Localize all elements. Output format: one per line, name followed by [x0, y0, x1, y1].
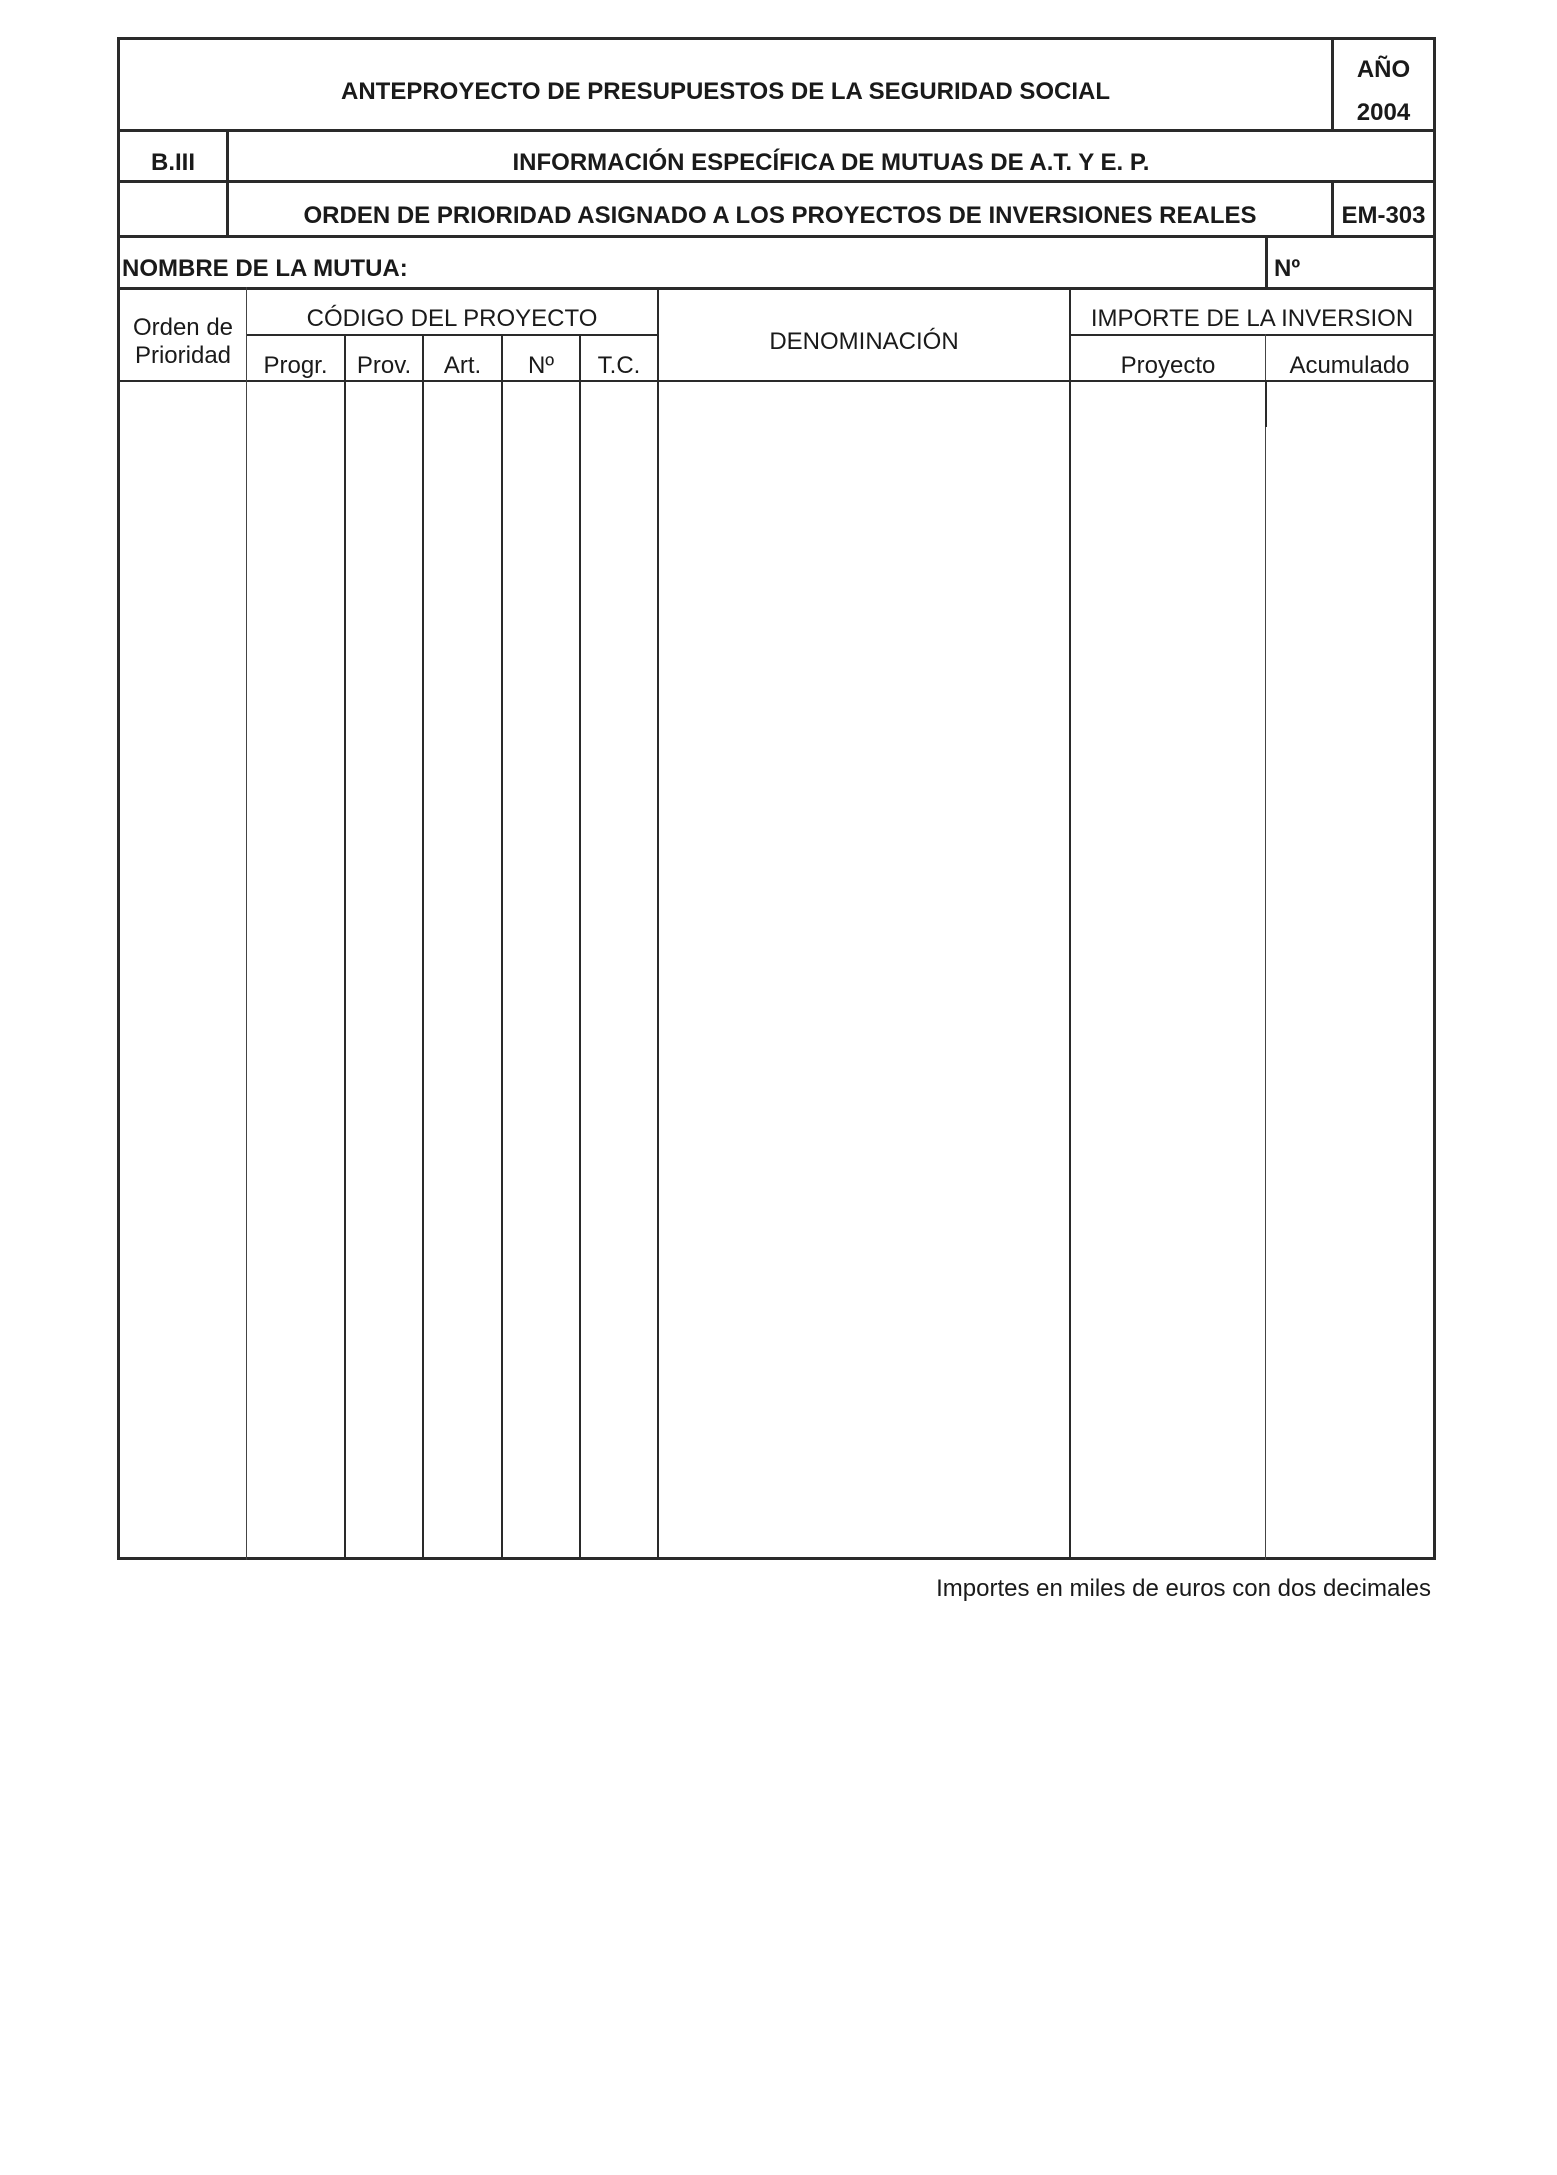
- amount-group-header: IMPORTE DE LA INVERSION: [1090, 305, 1414, 333]
- divider-code-group: [246, 334, 657, 336]
- code-col-progr: Progr.: [263, 352, 328, 380]
- divider-section: [117, 180, 1436, 183]
- priority-header: [120, 310, 246, 374]
- year-value: 2004: [1356, 99, 1411, 127]
- amount-col-acumulado: Acumulado: [1289, 352, 1410, 380]
- divider-mutua-number: [1265, 235, 1268, 290]
- document-title: ANTEPROYECTO DE PRESUPUESTOS DE LA SEGURIDAD SOCIAL: [341, 78, 1110, 106]
- code-col-tc: T.C.: [597, 352, 641, 380]
- divider-amount-group: [1069, 334, 1436, 336]
- year-label: AÑO: [1356, 56, 1411, 84]
- divider-mutua: [117, 287, 1436, 290]
- form-code: EM-303: [1341, 202, 1426, 230]
- denomination-header: DENOMINACIÓN: [769, 328, 959, 356]
- mutua-number-label: Nº: [1274, 255, 1301, 283]
- form-subtitle: ORDEN DE PRIORIDAD ASIGNADO A LOS PROYECTOS DE INVERSIONES REALES: [303, 202, 1257, 230]
- divider-subtitle: [117, 235, 1436, 238]
- priority-header-line2: Prioridad: [134, 342, 232, 369]
- table-body: [120, 383, 1433, 1557]
- mutua-name-label: NOMBRE DE LA MUTUA:: [122, 255, 408, 283]
- code-col-num: Nº: [527, 352, 555, 380]
- code-col-prov: Prov.: [356, 352, 412, 380]
- code-col-art: Art.: [443, 352, 482, 380]
- section-code: B.III: [150, 149, 195, 177]
- priority-header-line1: Orden de: [132, 314, 234, 342]
- section-title: INFORMACIÓN ESPECÍFICA DE MUTUAS DE A.T. Y E. P.: [512, 149, 1150, 177]
- divider-header: [117, 129, 1436, 132]
- footer-note: Importes en miles de euros con dos decimales: [936, 1575, 1431, 1603]
- border-bottom: [117, 1557, 1436, 1560]
- border-right: [1433, 37, 1436, 1560]
- code-group-header: CÓDIGO DEL PROYECTO: [306, 305, 598, 333]
- border-top: [117, 37, 1436, 40]
- amount-col-proyecto: Proyecto: [1120, 352, 1216, 380]
